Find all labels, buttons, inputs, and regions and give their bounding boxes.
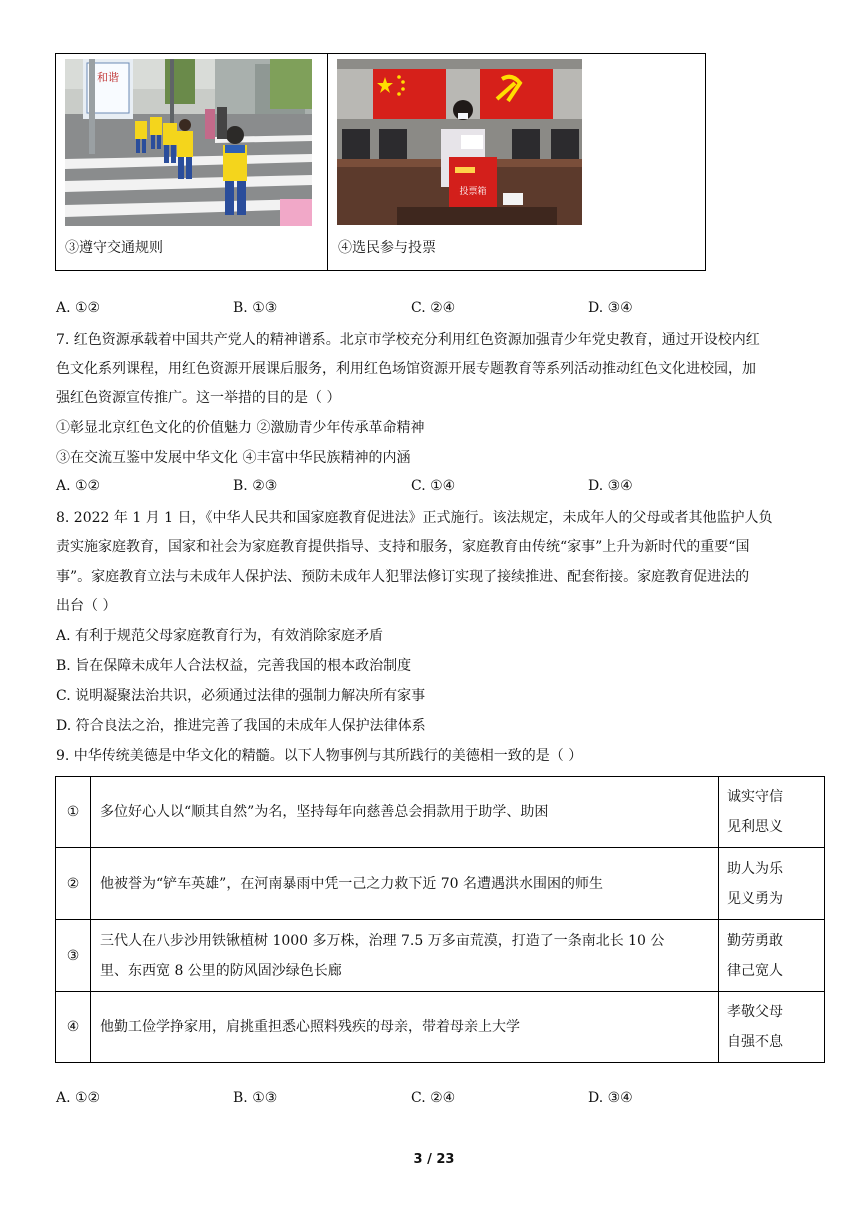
- row-number: ②: [56, 848, 91, 920]
- row-virtues: 诚实守信 见利思义: [719, 777, 825, 848]
- row-virtues: 助人为乐 见义勇为: [719, 848, 825, 920]
- option-a[interactable]: A. ①②: [56, 300, 101, 316]
- row-description: 多位好心人以“顺其自然”为名，坚持每年向慈善总会捐款用于助学、助困: [91, 777, 719, 848]
- q8-stem-line-3: 事”。家庭教育立法与未成年人保护法、预防未成年人犯罪法修订实现了接续推进、配套衔接。家庭教育促进法的: [56, 569, 750, 585]
- option-b[interactable]: B. ①③: [233, 300, 278, 316]
- option-d[interactable]: D. ③④: [588, 478, 633, 494]
- option-b[interactable]: B. ②③: [233, 478, 278, 494]
- image-table: [55, 53, 706, 271]
- voting-photo: [337, 59, 582, 225]
- sign-text: 和谐: [97, 71, 119, 84]
- q8-choice-c[interactable]: C. 说明凝聚法治共识，必须通过法律的强制力解决所有家事: [56, 688, 426, 704]
- row-description: 三代人在八步沙用铁锹植树 1000 多万株，治理 7.5 万多亩荒漠，打造了一条南北长 10 公 里、东西宽 8 公里的防风固沙绿色长廊: [91, 920, 719, 992]
- option-a[interactable]: A. ①②: [56, 478, 101, 494]
- row-virtues: 孝敬父母 自强不息: [719, 992, 825, 1063]
- table-row: [56, 848, 825, 920]
- option-b[interactable]: B. ①③: [233, 1090, 278, 1106]
- q8-stem-line-1: 8. 2022 年 1 月 1 日，《中华人民共和国家庭教育促进法》正式施行。该法规定，未成年人的父母或者其他监护人负: [56, 510, 773, 526]
- option-c[interactable]: C. ②④: [411, 1090, 456, 1106]
- q8-stem-line-2: 责实施家庭教育，国家和社会为家庭教育提供指导、支持和服务，家庭教育由传统“家事”上升为新时代的重要“国: [56, 539, 750, 555]
- row-number: ③: [56, 920, 91, 992]
- q8-stem-line-4: 出台（ ）: [56, 598, 117, 614]
- option-d[interactable]: D. ③④: [588, 300, 633, 316]
- q8-choice-d[interactable]: D. 符合良法之治，推进完善了我国的未成年人保护法律体系: [56, 718, 426, 734]
- q9-stem: 9. 中华传统美德是中华文化的精髓。以下人物事例与其所践行的美德相一致的是（ ）: [56, 748, 583, 764]
- row-description: 他勤工俭学挣家用，肩挑重担悉心照料残疾的母亲，带着母亲上大学: [91, 992, 719, 1063]
- image-caption-3: ③遵守交通规则: [65, 240, 163, 256]
- table-divider: [327, 54, 328, 270]
- page-number: 3 / 23: [413, 1152, 455, 1167]
- row-description: 他被誉为“铲车英雄”，在河南暴雨中凭一己之力救下近 70 名遭遇洪水围困的师生: [91, 848, 719, 920]
- option-c[interactable]: C. ①④: [411, 478, 456, 494]
- table-row: [56, 920, 825, 992]
- option-a[interactable]: A. ①②: [56, 1090, 101, 1106]
- q7-statement-1: ①彰显北京红色文化的价值魅力 ②激励青少年传承革命精神: [56, 420, 425, 436]
- row-virtues: 勤劳勇敢 律己宽人: [719, 920, 825, 992]
- row-number: ①: [56, 777, 91, 848]
- q7-stem-line-3: 强红色资源宣传推广。这一举措的目的是（ ）: [56, 390, 341, 406]
- image-caption-4: ④选民参与投票: [338, 240, 436, 256]
- row-number: ④: [56, 992, 91, 1063]
- q7-statement-2: ③在交流互鉴中发展中华文化 ④丰富中华民族精神的内涵: [56, 450, 411, 466]
- q7-stem-line-1: 7. 红色资源承载着中国共产党人的精神谱系。北京市学校充分利用红色资源加强青少年党史教育，通过开设校内红: [56, 332, 760, 348]
- virtue-table: [55, 776, 825, 1063]
- q9-options: [56, 1090, 756, 1110]
- table-row: [56, 992, 825, 1063]
- ballot-box-text: 投票箱: [459, 187, 487, 197]
- traffic-photo: [65, 59, 312, 226]
- option-d[interactable]: D. ③④: [588, 1090, 633, 1106]
- q8-choice-b[interactable]: B. 旨在保障未成年人合法权益，完善我国的根本政治制度: [56, 658, 412, 674]
- option-c[interactable]: C. ②④: [411, 300, 456, 316]
- q8-choice-a[interactable]: A. 有利于规范父母家庭教育行为，有效消除家庭矛盾: [56, 628, 384, 644]
- q7-stem-line-2: 色文化系列课程，用红色资源开展课后服务，利用红色场馆资源开展专题教育等系列活动推动红色文化进校园，加: [56, 361, 756, 377]
- table-row: [56, 777, 825, 848]
- q7-options: [56, 478, 756, 498]
- q6-options: [56, 300, 756, 320]
